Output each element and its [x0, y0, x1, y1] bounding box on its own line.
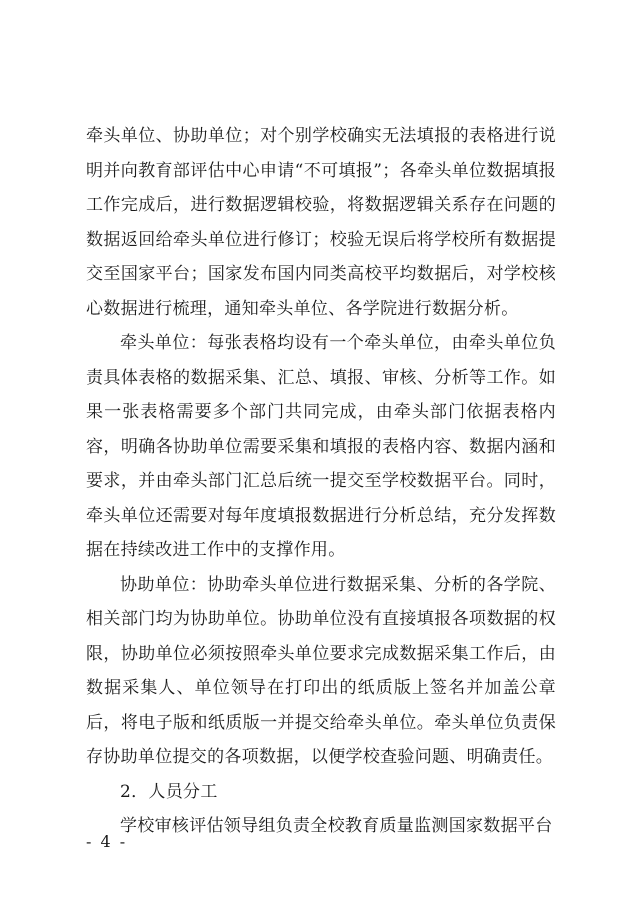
paragraph-assist-unit: 协助单位：协助牵头单位进行数据采集、分析的各学院、相关部门均为协助单位。协助单位没有直接填报各项数据的权限，协助单位必须按照牵头单位要求完成数据采集工作后，由数据采集人、单位领导在打印出的纸质版上签名并加盖公章后，将电子版和纸质版一并提交给牵头单位。牵头单位负责保存协助单位提交的各项数据，以便学校查验问题、明确责任。 — [86, 574, 556, 767]
paragraph-continuation: 牵头单位、协助单位；对个别学校确实无法填报的表格进行说明并向教育部评估中心申请“不可填报”；各牵头单位数据填报工作完成后，进行数据逻辑校验，将数据逻辑关系存在问题的数据返回给牵头单位进行修订；校验无误后将学校所有数据提交至国家平台；国家发布国内同类高校平均数据后，对学校核心数据进行梳理，通知牵头单位、各学院进行数据分析。 — [86, 126, 556, 319]
document-body — [86, 119, 556, 844]
paragraph-lead-unit: 牵头单位：每张表格均设有一个牵头单位，由牵头单位负责具体表格的数据采集、汇总、填报、审核、分析等工作。如果一张表格需要多个部门共同完成，由牵头部门依据表格内容，明确各协助单位需要采集和填报的表格内容、数据内涵和要求，并由牵头部门汇总后统一提交至学校数据平台。同时，牵头单位还需要对每年度填报数据进行分析总结，充分发挥数据在持续改进工作中的支撑作用。 — [86, 333, 556, 560]
page-number: - 4 - — [86, 832, 128, 851]
section-heading-personnel: 2．人员分工 — [120, 781, 218, 802]
paragraph-personnel-start: 学校审核评估领导组负责全校教育质量监测国家数据平台 — [120, 816, 553, 836]
